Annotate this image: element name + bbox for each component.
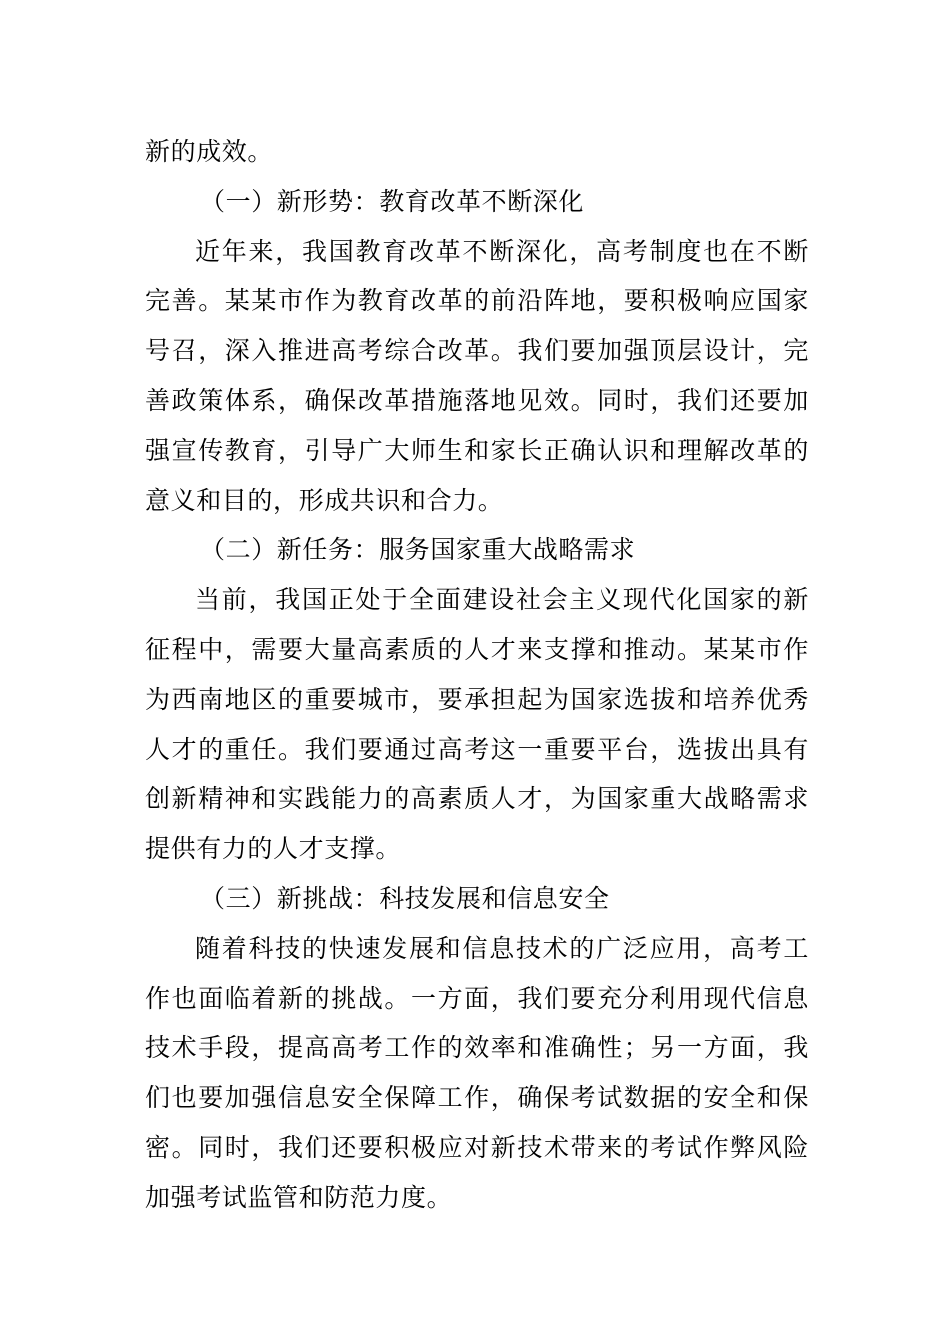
section-heading-3: （三）新挑战：科技发展和信息安全	[200, 883, 610, 913]
section-1-line-4: 善政策体系，确保改革措施落地见效。同时，我们还要加	[145, 385, 809, 415]
section-1-line-3: 号召，深入推进高考综合改革。我们要加强顶层设计，完	[145, 336, 809, 366]
section-2-line-6: 提供有力的人才支撑。	[145, 834, 402, 864]
section-3-line-2: 作也面临着新的挑战。一方面，我们要充分利用现代信息	[145, 983, 809, 1013]
section-3-line-5: 密。同时，我们还要积极应对新技术带来的考试作弊风险	[145, 1132, 809, 1162]
section-3-line-4: 们也要加强信息安全保障工作，确保考试数据的安全和保	[145, 1083, 809, 1113]
document-body	[145, 127, 809, 1223]
section-3-line-3: 技术手段，提高高考工作的效率和准确性；另一方面，我	[145, 1033, 809, 1063]
section-2-line-5: 创新精神和实践能力的高素质人才，为国家重大战略需求	[145, 784, 809, 814]
section-2-line-3: 为西南地区的重要城市，要承担起为国家选拔和培养优秀	[145, 684, 809, 714]
section-1-line-2: 完善。某某市作为教育改革的前沿阵地，要积极响应国家	[145, 286, 809, 316]
section-2-line-1: 当前，我国正处于全面建设社会主义现代化国家的新	[195, 585, 809, 615]
section-2-line-4: 人才的重任。我们要通过高考这一重要平台，选拔出具有	[145, 734, 809, 764]
section-heading-2: （二）新任务：服务国家重大战略需求	[200, 535, 636, 565]
section-heading-1: （一）新形势：教育改革不断深化	[200, 186, 585, 216]
section-1-line-5: 强宣传教育，引导广大师生和家长正确认识和理解改革的	[145, 435, 809, 465]
section-3-line-6: 加强考试监管和防范力度。	[145, 1182, 453, 1212]
continuation-line: 新的成效。	[145, 137, 274, 166]
section-1-line-1: 近年来，我国教育改革不断深化，高考制度也在不断	[195, 236, 809, 266]
section-2-line-2: 征程中，需要大量高素质的人才来支撑和推动。某某市作	[145, 634, 809, 664]
section-1-line-6: 意义和目的，形成共识和合力。	[145, 485, 504, 515]
section-3-line-1: 随着科技的快速发展和信息技术的广泛应用，高考工	[195, 933, 809, 963]
